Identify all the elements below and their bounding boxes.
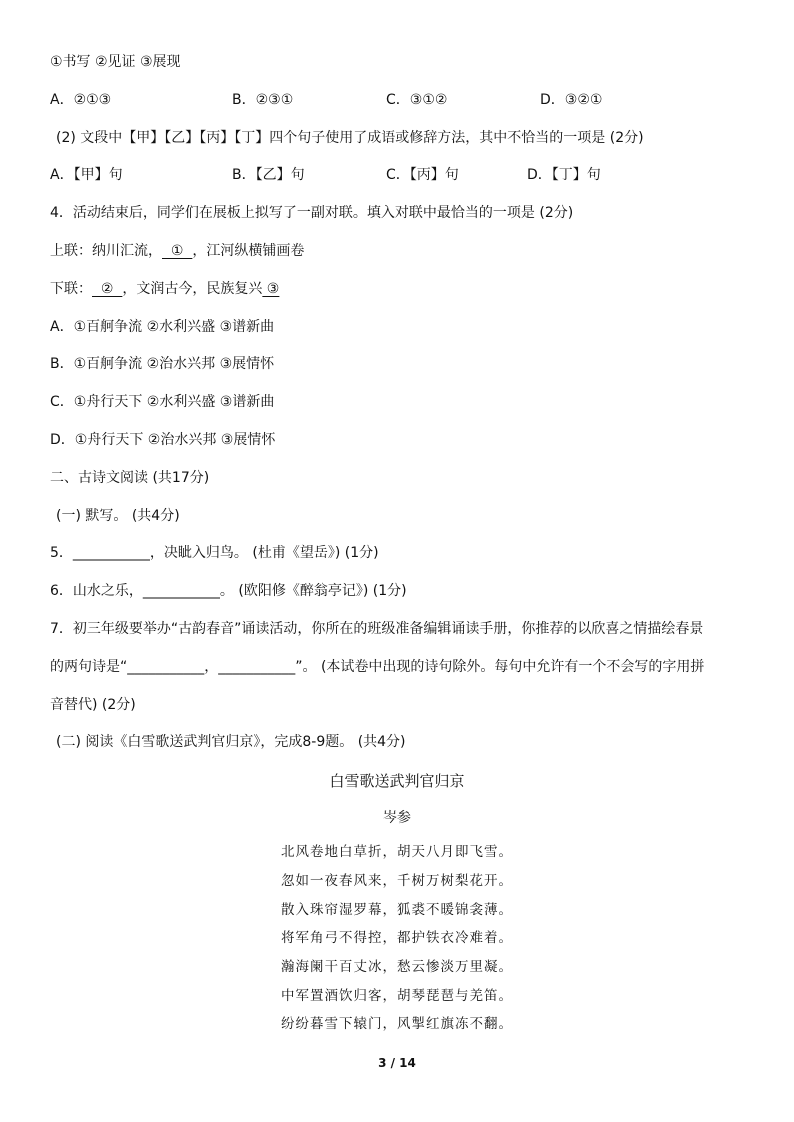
poem-author: 岑参 [383,810,411,826]
poem-line: 瀚海阑干百丈冰，愁云惨淡万里凝。 [281,959,513,975]
upper-suffix: ，江河纵横铺画卷 [192,243,305,259]
q4-option-d: D．①舟行天下 ②治水兴邦 ③展情怀 [50,432,276,448]
poem-line: 纷纷暮雪下辕门，风掣红旗冻不翻。 [281,1016,513,1032]
blank-1: ① [162,243,193,259]
option-c: C．③①② [386,92,448,108]
word-list: ①书写 ②见证 ③展现 [50,54,181,70]
q7-line-1: 7．初三年级要举办“古韵春音”诵读活动，你所在的班级准备编辑诵读手册，你推荐的以欣喜之情描绘春景 [50,621,704,637]
subsection-1: (一) 默写。 (共4分) [56,508,180,524]
upper-prefix: 上联：纳川汇流， [50,243,162,259]
couplet-upper [50,242,304,260]
page-number: 3 / 14 [378,1056,416,1070]
option-d: D．【丁】句 [527,167,601,183]
option-c: C．【丙】句 [386,167,459,183]
q7-line-2: 的两句诗是“___________，___________”。 (本试卷中出现的诗句除外。每句中允许有一个不会写的字用拼 [50,659,705,675]
blank-3: ③ [262,281,280,297]
option-b: B．②③① [232,92,294,108]
q4-option-a: A．①百舸争流 ②水利兴盛 ③谱新曲 [50,319,275,335]
lower-mid: ，文润古今，民族复兴 [122,281,263,297]
couplet-lower [50,280,279,298]
blank-2: ② [92,281,123,297]
q7-line-3: 音替代) (2分) [50,697,136,713]
q5: 5．___________，决眦入归鸟。 (杜甫《望岳》) (1分) [50,545,379,561]
option-a: A．【甲】句 [50,167,123,183]
option-b: B．【乙】句 [232,167,305,183]
poem-line: 将军角弓不得控，都护铁衣冷难着。 [281,930,513,946]
q4-option-c: C．①舟行天下 ②水利兴盛 ③谱新曲 [50,394,275,410]
q6: 6．山水之乐，___________。 (欧阳修《醉翁亭记》) (1分) [50,583,407,599]
poem-line: 散入珠帘湿罗幕，狐裘不暖锦衾薄。 [281,902,513,918]
lower-prefix: 下联： [50,281,92,297]
q3-2-stem: (2) 文段中【甲】【乙】【丙】【丁】四个句子使用了成语或修辞方法，其中不恰当的一项是 (2分) [56,130,644,146]
poem-line: 北风卷地白草折，胡天八月即飞雪。 [281,844,513,860]
q4-option-b: B．①百舸争流 ②治水兴邦 ③展情怀 [50,356,275,372]
section-title: 二、古诗文阅读 (共17分) [50,470,210,486]
option-d: D．③②① [540,92,603,108]
option-a: A．②①③ [50,92,112,108]
poem-line: 中军置酒饮归客，胡琴琵琶与羌笛。 [281,988,513,1004]
poem-line: 忽如一夜春风来，千树万树梨花开。 [281,873,513,889]
poem-title: 白雪歌送武判官归京 [329,772,465,790]
subsection-2: (二) 阅读《白雪歌送武判官归京》，完成8-9题。 (共4分) [56,734,406,750]
q4-stem: 4．活动结束后，同学们在展板上拟写了一副对联。填入对联中最恰当的一项是 (2分) [50,205,574,221]
